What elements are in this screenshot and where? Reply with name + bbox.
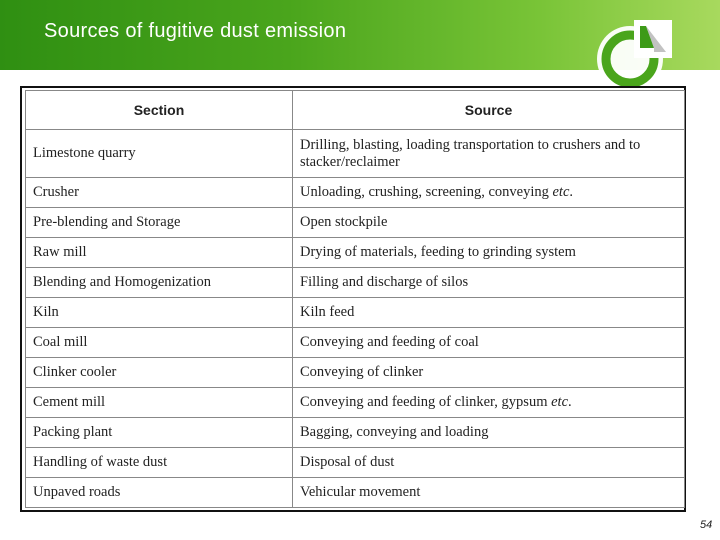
pie-chart-logo-icon xyxy=(588,14,688,94)
column-header-source: Source xyxy=(293,91,685,130)
section-cell: Crusher xyxy=(26,178,293,208)
section-cell: Limestone quarry xyxy=(26,130,293,178)
table-row xyxy=(26,238,685,268)
source-cell: Vehicular movement xyxy=(293,478,685,508)
table-row xyxy=(26,178,685,208)
section-cell: Kiln xyxy=(26,298,293,328)
source-cell: Unloading, crushing, screening, conveying etc. xyxy=(293,178,685,208)
section-cell: Unpaved roads xyxy=(26,478,293,508)
table-row xyxy=(26,298,685,328)
table-row xyxy=(26,418,685,448)
table-row xyxy=(26,358,685,388)
column-header-section: Section xyxy=(26,91,293,130)
table-row xyxy=(26,328,685,358)
table-row xyxy=(26,268,685,298)
table-row xyxy=(26,478,685,508)
section-cell: Handling of waste dust xyxy=(26,448,293,478)
section-cell: Packing plant xyxy=(26,418,293,448)
table-row xyxy=(26,130,685,178)
table-row xyxy=(26,208,685,238)
section-cell: Raw mill xyxy=(26,238,293,268)
table-row xyxy=(26,448,685,478)
slide-title: Sources of fugitive dust emission xyxy=(44,20,347,42)
source-cell: Kiln feed xyxy=(293,298,685,328)
source-cell: Drying of materials, feeding to grinding system xyxy=(293,238,685,268)
section-cell: Blending and Homogenization xyxy=(26,268,293,298)
page-number: 54 xyxy=(700,519,713,531)
source-cell: Disposal of dust xyxy=(293,448,685,478)
section-cell: Cement mill xyxy=(26,388,293,418)
table-row xyxy=(26,388,685,418)
section-cell: Pre-blending and Storage xyxy=(26,208,293,238)
source-cell: Conveying of clinker xyxy=(293,358,685,388)
source-cell: Drilling, blasting, loading transportation to crushers and to stacker/reclaimer xyxy=(293,130,685,178)
source-cell: Bagging, conveying and loading xyxy=(293,418,685,448)
section-cell: Clinker cooler xyxy=(26,358,293,388)
source-cell: Conveying and feeding of clinker, gypsum etc. xyxy=(293,388,685,418)
source-cell: Open stockpile xyxy=(293,208,685,238)
source-cell: Filling and discharge of silos xyxy=(293,268,685,298)
table-header-row xyxy=(26,91,685,130)
emission-sources-table xyxy=(25,90,685,508)
section-cell: Coal mill xyxy=(26,328,293,358)
emission-sources-table-frame xyxy=(20,86,686,512)
source-cell: Conveying and feeding of coal xyxy=(293,328,685,358)
